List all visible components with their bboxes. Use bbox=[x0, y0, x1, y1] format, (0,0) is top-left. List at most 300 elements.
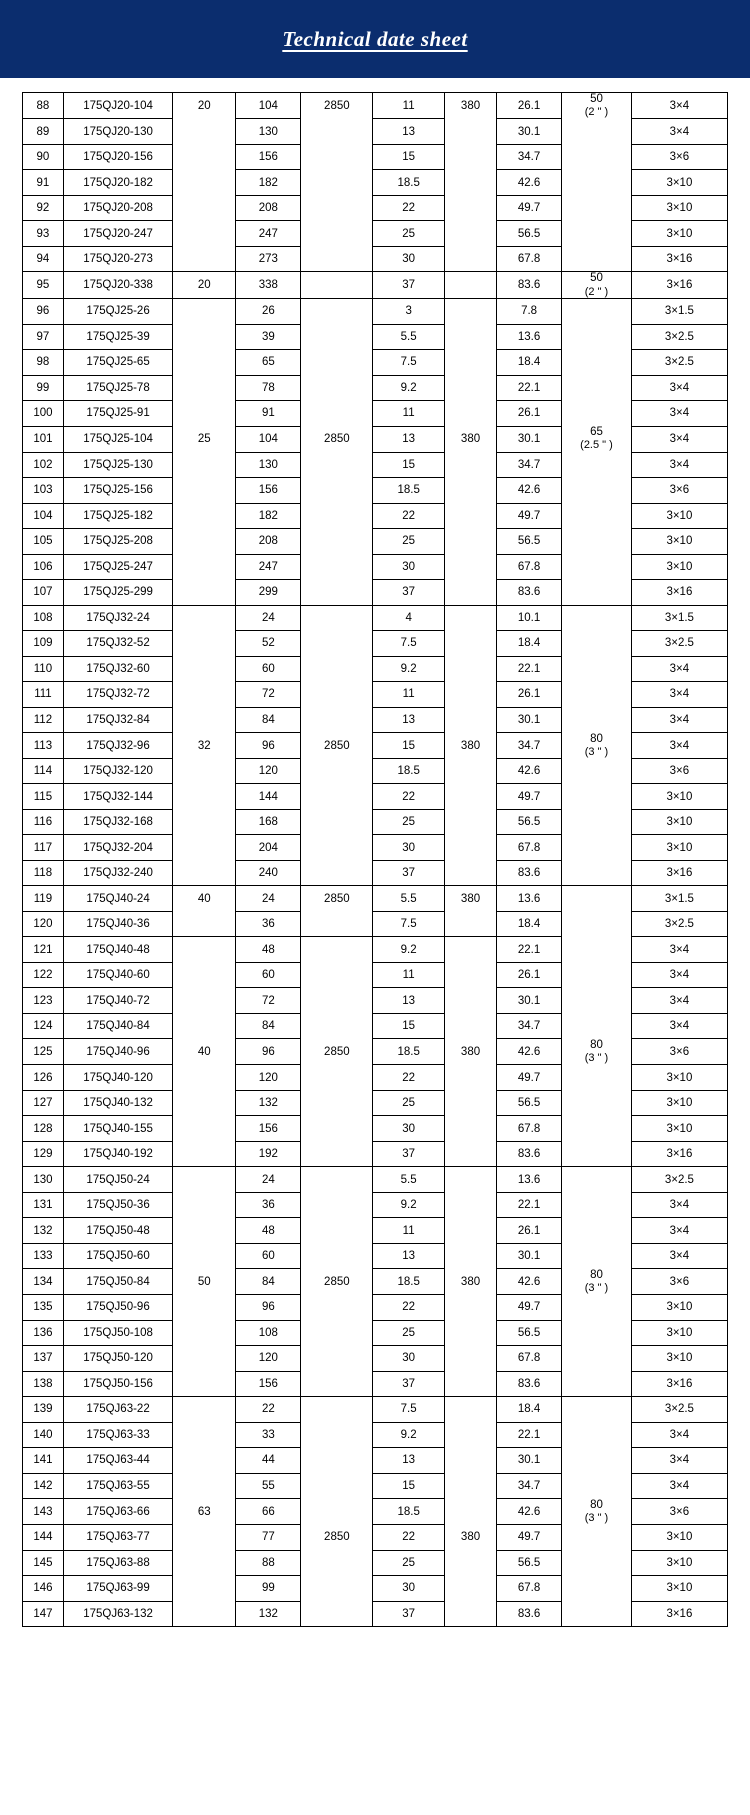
cell-cable: 3×4 bbox=[631, 401, 727, 427]
cell-model: 175QJ25-91 bbox=[63, 401, 172, 427]
cell-model: 175QJ63-132 bbox=[63, 1601, 172, 1627]
cell-outlet bbox=[562, 835, 632, 861]
cell-head: 156 bbox=[236, 478, 301, 504]
cell-model: 175QJ25-26 bbox=[63, 299, 172, 325]
table-row bbox=[23, 758, 728, 784]
cell-bore bbox=[173, 605, 236, 631]
cell-bore bbox=[173, 554, 236, 580]
cell-index: 121 bbox=[23, 937, 64, 963]
cell-index: 89 bbox=[23, 119, 64, 145]
cell-index: 100 bbox=[23, 401, 64, 427]
cell-current: 30.1 bbox=[496, 426, 561, 452]
cell-bore bbox=[173, 937, 236, 963]
cell-speed bbox=[301, 656, 373, 682]
outlet-size: 80 bbox=[590, 732, 603, 745]
cell-voltage bbox=[445, 1013, 497, 1039]
cell-model: 175QJ25-299 bbox=[63, 580, 172, 606]
cell-outlet bbox=[562, 1065, 632, 1091]
cell-speed bbox=[301, 170, 373, 196]
cell-model: 175QJ50-36 bbox=[63, 1192, 172, 1218]
cell-index: 115 bbox=[23, 784, 64, 810]
cell-outlet bbox=[562, 937, 632, 963]
cell-bore bbox=[173, 1346, 236, 1372]
cell-power: 7.5 bbox=[373, 911, 445, 937]
cell-voltage bbox=[445, 375, 497, 401]
cell-current: 67.8 bbox=[496, 1346, 561, 1372]
cell-model: 175QJ50-120 bbox=[63, 1346, 172, 1372]
cell-cable: 3×4 bbox=[631, 375, 727, 401]
cell-model: 175QJ20-182 bbox=[63, 170, 172, 196]
cell-power: 18.5 bbox=[373, 478, 445, 504]
cell-model: 175QJ40-48 bbox=[63, 937, 172, 963]
cell-index: 108 bbox=[23, 605, 64, 631]
cell-current: 42.6 bbox=[496, 170, 561, 196]
cell-outlet bbox=[562, 144, 632, 170]
table-row bbox=[23, 1039, 728, 1065]
cell-current: 18.4 bbox=[496, 1397, 561, 1423]
cell-index: 122 bbox=[23, 962, 64, 988]
cell-speed bbox=[301, 350, 373, 376]
cell-voltage bbox=[445, 1116, 497, 1142]
cell-voltage bbox=[445, 682, 497, 708]
cell-model: 175QJ20-156 bbox=[63, 144, 172, 170]
cell-speed bbox=[301, 1167, 373, 1193]
table-row bbox=[23, 1525, 728, 1551]
cell-voltage bbox=[445, 758, 497, 784]
cell-current: 49.7 bbox=[496, 503, 561, 529]
table-row bbox=[23, 1371, 728, 1397]
cell-outlet bbox=[562, 1090, 632, 1116]
cell-model: 175QJ32-60 bbox=[63, 656, 172, 682]
cell-head: 84 bbox=[236, 1013, 301, 1039]
cell-voltage bbox=[445, 860, 497, 886]
cell-power: 22 bbox=[373, 1295, 445, 1321]
cell-outlet bbox=[562, 784, 632, 810]
cell-index: 146 bbox=[23, 1576, 64, 1602]
cell-voltage bbox=[445, 452, 497, 478]
cell-index: 116 bbox=[23, 809, 64, 835]
table-row bbox=[23, 1576, 728, 1602]
cell-bore bbox=[173, 631, 236, 657]
cell-voltage bbox=[445, 835, 497, 861]
cell-model: 175QJ32-52 bbox=[63, 631, 172, 657]
cell-cable: 3×4 bbox=[631, 682, 727, 708]
cell-voltage bbox=[445, 503, 497, 529]
cell-outlet bbox=[562, 1013, 632, 1039]
cell-speed bbox=[301, 988, 373, 1014]
cell-bore: 50 bbox=[173, 1269, 236, 1295]
cell-power: 7.5 bbox=[373, 350, 445, 376]
cell-head: 33 bbox=[236, 1422, 301, 1448]
cell-outlet bbox=[562, 1576, 632, 1602]
table-row bbox=[23, 1397, 728, 1423]
cell-cable: 3×16 bbox=[631, 1371, 727, 1397]
cell-speed: 2850 bbox=[301, 733, 373, 759]
cell-cable: 3×4 bbox=[631, 426, 727, 452]
cell-model: 175QJ32-120 bbox=[63, 758, 172, 784]
cell-index: 101 bbox=[23, 426, 64, 452]
cell-bore bbox=[173, 1320, 236, 1346]
cell-power: 37 bbox=[373, 1141, 445, 1167]
cell-speed bbox=[301, 195, 373, 221]
cell-speed bbox=[301, 452, 373, 478]
cell-outlet bbox=[562, 529, 632, 555]
cell-voltage bbox=[445, 1576, 497, 1602]
cell-current: 22.1 bbox=[496, 1192, 561, 1218]
cell-power: 25 bbox=[373, 1090, 445, 1116]
cell-bore bbox=[173, 170, 236, 196]
table-row bbox=[23, 1295, 728, 1321]
cell-cable: 3×10 bbox=[631, 1576, 727, 1602]
cell-bore bbox=[173, 195, 236, 221]
cell-model: 175QJ20-247 bbox=[63, 221, 172, 247]
table-row bbox=[23, 860, 728, 886]
table-row bbox=[23, 962, 728, 988]
cell-speed bbox=[301, 860, 373, 886]
cell-power: 15 bbox=[373, 144, 445, 170]
cell-index: 94 bbox=[23, 246, 64, 272]
cell-model: 175QJ32-168 bbox=[63, 809, 172, 835]
table-row bbox=[23, 272, 728, 299]
cell-model: 175QJ20-273 bbox=[63, 246, 172, 272]
cell-bore bbox=[173, 911, 236, 937]
cell-head: 204 bbox=[236, 835, 301, 861]
cell-current: 56.5 bbox=[496, 221, 561, 247]
cell-model: 175QJ40-132 bbox=[63, 1090, 172, 1116]
cell-model: 175QJ50-108 bbox=[63, 1320, 172, 1346]
cell-cable: 3×16 bbox=[631, 1141, 727, 1167]
outlet-size-inches: (3 " ) bbox=[584, 1052, 609, 1065]
cell-current: 34.7 bbox=[496, 733, 561, 759]
cell-index: 91 bbox=[23, 170, 64, 196]
cell-outlet bbox=[562, 401, 632, 427]
cell-speed bbox=[301, 1090, 373, 1116]
cell-cable: 3×4 bbox=[631, 1448, 727, 1474]
cell-outlet bbox=[562, 1320, 632, 1346]
cell-cable: 3×6 bbox=[631, 1039, 727, 1065]
cell-cable: 3×10 bbox=[631, 784, 727, 810]
table-row bbox=[23, 1448, 728, 1474]
cell-index: 104 bbox=[23, 503, 64, 529]
cell-power: 22 bbox=[373, 1525, 445, 1551]
cell-model: 175QJ50-60 bbox=[63, 1243, 172, 1269]
cell-cable: 3×10 bbox=[631, 1116, 727, 1142]
cell-voltage bbox=[445, 350, 497, 376]
cell-power: 11 bbox=[373, 682, 445, 708]
cell-bore bbox=[173, 1295, 236, 1321]
cell-current: 30.1 bbox=[496, 988, 561, 1014]
cell-speed bbox=[301, 1499, 373, 1525]
cell-bore bbox=[173, 707, 236, 733]
cell-cable: 3×2.5 bbox=[631, 1167, 727, 1193]
table-row bbox=[23, 1192, 728, 1218]
cell-model: 175QJ32-204 bbox=[63, 835, 172, 861]
cell-power: 30 bbox=[373, 1116, 445, 1142]
cell-outlet bbox=[562, 911, 632, 937]
cell-speed bbox=[301, 144, 373, 170]
cell-voltage bbox=[445, 784, 497, 810]
cell-speed bbox=[301, 299, 373, 325]
cell-speed bbox=[301, 1013, 373, 1039]
cell-power: 22 bbox=[373, 1065, 445, 1091]
cell-speed bbox=[301, 1371, 373, 1397]
cell-head: 273 bbox=[236, 246, 301, 272]
table-row bbox=[23, 1116, 728, 1142]
cell-head: 108 bbox=[236, 1320, 301, 1346]
cell-head: 240 bbox=[236, 860, 301, 886]
cell-model: 175QJ50-96 bbox=[63, 1295, 172, 1321]
cell-voltage bbox=[445, 1601, 497, 1627]
cell-index: 88 bbox=[23, 93, 64, 119]
cell-power: 9.2 bbox=[373, 375, 445, 401]
cell-cable: 3×4 bbox=[631, 707, 727, 733]
cell-index: 93 bbox=[23, 221, 64, 247]
cell-current: 13.6 bbox=[496, 1167, 561, 1193]
cell-cable: 3×4 bbox=[631, 452, 727, 478]
cell-model: 175QJ20-130 bbox=[63, 119, 172, 145]
table-row bbox=[23, 1346, 728, 1372]
cell-outlet bbox=[562, 809, 632, 835]
cell-bore bbox=[173, 1218, 236, 1244]
cell-cable: 3×16 bbox=[631, 1601, 727, 1627]
table-row bbox=[23, 1499, 728, 1525]
cell-head: 130 bbox=[236, 119, 301, 145]
cell-speed bbox=[301, 1422, 373, 1448]
cell-bore bbox=[173, 1525, 236, 1551]
cell-bore: 40 bbox=[173, 1039, 236, 1065]
cell-cable: 3×10 bbox=[631, 1295, 727, 1321]
cell-model: 175QJ40-120 bbox=[63, 1065, 172, 1091]
cell-bore bbox=[173, 1550, 236, 1576]
cell-bore bbox=[173, 1090, 236, 1116]
cell-voltage bbox=[445, 1167, 497, 1193]
outlet-size-inches: (2.5 " ) bbox=[580, 439, 613, 452]
cell-model: 175QJ25-39 bbox=[63, 324, 172, 350]
cell-voltage bbox=[445, 529, 497, 555]
cell-model: 175QJ63-66 bbox=[63, 1499, 172, 1525]
cell-power: 25 bbox=[373, 809, 445, 835]
cell-head: 60 bbox=[236, 656, 301, 682]
cell-power: 9.2 bbox=[373, 937, 445, 963]
cell-model: 175QJ40-24 bbox=[63, 886, 172, 912]
cell-speed bbox=[301, 272, 373, 299]
cell-index: 90 bbox=[23, 144, 64, 170]
cell-cable: 3×2.5 bbox=[631, 911, 727, 937]
cell-current: 49.7 bbox=[496, 784, 561, 810]
cell-voltage bbox=[445, 195, 497, 221]
cell-index: 111 bbox=[23, 682, 64, 708]
cell-voltage bbox=[445, 1320, 497, 1346]
cell-power: 13 bbox=[373, 1448, 445, 1474]
cell-cable: 3×10 bbox=[631, 1550, 727, 1576]
cell-model: 175QJ40-36 bbox=[63, 911, 172, 937]
cell-power: 7.5 bbox=[373, 631, 445, 657]
cell-outlet bbox=[562, 1499, 632, 1525]
table-row bbox=[23, 452, 728, 478]
cell-index: 130 bbox=[23, 1167, 64, 1193]
table-row bbox=[23, 1090, 728, 1116]
cell-cable: 3×10 bbox=[631, 195, 727, 221]
cell-speed bbox=[301, 1550, 373, 1576]
cell-index: 132 bbox=[23, 1218, 64, 1244]
cell-current: 34.7 bbox=[496, 1473, 561, 1499]
cell-index: 112 bbox=[23, 707, 64, 733]
cell-power: 5.5 bbox=[373, 886, 445, 912]
cell-power: 37 bbox=[373, 1371, 445, 1397]
cell-speed: 2850 bbox=[301, 426, 373, 452]
cell-power: 13 bbox=[373, 426, 445, 452]
table-row bbox=[23, 350, 728, 376]
cell-head: 208 bbox=[236, 529, 301, 555]
cell-speed bbox=[301, 554, 373, 580]
cell-outlet bbox=[562, 93, 632, 119]
cell-model: 175QJ50-156 bbox=[63, 1371, 172, 1397]
cell-model: 175QJ25-156 bbox=[63, 478, 172, 504]
cell-cable: 3×6 bbox=[631, 144, 727, 170]
cell-speed: 2850 bbox=[301, 1039, 373, 1065]
cell-index: 143 bbox=[23, 1499, 64, 1525]
spec-table-container bbox=[0, 78, 750, 1627]
cell-bore bbox=[173, 503, 236, 529]
cell-outlet bbox=[562, 1346, 632, 1372]
cell-head: 84 bbox=[236, 707, 301, 733]
cell-head: 65 bbox=[236, 350, 301, 376]
cell-cable: 3×10 bbox=[631, 1320, 727, 1346]
cell-outlet bbox=[562, 1448, 632, 1474]
cell-cable: 3×10 bbox=[631, 809, 727, 835]
cell-model: 175QJ40-84 bbox=[63, 1013, 172, 1039]
cell-cable: 3×16 bbox=[631, 580, 727, 606]
cell-head: 104 bbox=[236, 93, 301, 119]
cell-bore bbox=[173, 1397, 236, 1423]
cell-outlet bbox=[562, 758, 632, 784]
cell-power: 15 bbox=[373, 733, 445, 759]
cell-voltage bbox=[445, 1141, 497, 1167]
cell-outlet bbox=[562, 195, 632, 221]
cell-head: 132 bbox=[236, 1601, 301, 1627]
outlet-size-inches: (3 " ) bbox=[584, 745, 609, 758]
cell-voltage bbox=[445, 1218, 497, 1244]
cell-power: 11 bbox=[373, 93, 445, 119]
table-row bbox=[23, 246, 728, 272]
cell-speed bbox=[301, 246, 373, 272]
cell-cable: 3×10 bbox=[631, 554, 727, 580]
table-row bbox=[23, 144, 728, 170]
cell-voltage bbox=[445, 478, 497, 504]
cell-head: 36 bbox=[236, 911, 301, 937]
table-row bbox=[23, 93, 728, 119]
cell-current: 42.6 bbox=[496, 1499, 561, 1525]
cell-current: 67.8 bbox=[496, 246, 561, 272]
cell-outlet bbox=[562, 682, 632, 708]
cell-current: 83.6 bbox=[496, 580, 561, 606]
cell-cable: 3×16 bbox=[631, 246, 727, 272]
cell-cable: 3×4 bbox=[631, 988, 727, 1014]
cell-voltage bbox=[445, 221, 497, 247]
cell-bore bbox=[173, 809, 236, 835]
cell-model: 175QJ25-65 bbox=[63, 350, 172, 376]
cell-head: 156 bbox=[236, 1116, 301, 1142]
cell-head: 52 bbox=[236, 631, 301, 657]
cell-speed bbox=[301, 324, 373, 350]
cell-outlet bbox=[562, 503, 632, 529]
cell-bore bbox=[173, 860, 236, 886]
table-row bbox=[23, 1141, 728, 1167]
cell-outlet bbox=[562, 1218, 632, 1244]
cell-current: 13.6 bbox=[496, 886, 561, 912]
cell-outlet bbox=[562, 886, 632, 912]
cell-power: 25 bbox=[373, 1320, 445, 1346]
cell-speed: 2850 bbox=[301, 1269, 373, 1295]
cell-power: 13 bbox=[373, 988, 445, 1014]
cell-current: 13.6 bbox=[496, 324, 561, 350]
cell-index: 141 bbox=[23, 1448, 64, 1474]
cell-voltage bbox=[445, 707, 497, 733]
cell-current: 26.1 bbox=[496, 962, 561, 988]
cell-bore bbox=[173, 529, 236, 555]
cell-index: 140 bbox=[23, 1422, 64, 1448]
cell-bore bbox=[173, 452, 236, 478]
cell-voltage: 380 bbox=[445, 1525, 497, 1551]
table-row bbox=[23, 605, 728, 631]
cell-head: 182 bbox=[236, 170, 301, 196]
cell-current: 56.5 bbox=[496, 1090, 561, 1116]
cell-model: 175QJ50-48 bbox=[63, 1218, 172, 1244]
cell-bore bbox=[173, 375, 236, 401]
cell-cable: 3×1.5 bbox=[631, 886, 727, 912]
cell-voltage bbox=[445, 1499, 497, 1525]
cell-bore bbox=[173, 988, 236, 1014]
cell-power: 18.5 bbox=[373, 1499, 445, 1525]
cell-index: 98 bbox=[23, 350, 64, 376]
cell-index: 109 bbox=[23, 631, 64, 657]
cell-model: 175QJ40-96 bbox=[63, 1039, 172, 1065]
cell-bore bbox=[173, 580, 236, 606]
cell-power: 25 bbox=[373, 1550, 445, 1576]
cell-current: 42.6 bbox=[496, 1039, 561, 1065]
cell-power: 30 bbox=[373, 1576, 445, 1602]
cell-model: 175QJ50-24 bbox=[63, 1167, 172, 1193]
cell-outlet bbox=[562, 1243, 632, 1269]
outlet-size: 80 bbox=[590, 1498, 603, 1511]
cell-voltage bbox=[445, 962, 497, 988]
table-row bbox=[23, 195, 728, 221]
cell-current: 30.1 bbox=[496, 707, 561, 733]
cell-power: 30 bbox=[373, 835, 445, 861]
cell-voltage bbox=[445, 299, 497, 325]
cell-model: 175QJ63-22 bbox=[63, 1397, 172, 1423]
cell-voltage bbox=[445, 1448, 497, 1474]
cell-head: 55 bbox=[236, 1473, 301, 1499]
cell-index: 138 bbox=[23, 1371, 64, 1397]
cell-power: 25 bbox=[373, 221, 445, 247]
cell-outlet bbox=[562, 1525, 632, 1551]
cell-current: 22.1 bbox=[496, 1422, 561, 1448]
cell-speed bbox=[301, 1243, 373, 1269]
cell-speed bbox=[301, 784, 373, 810]
cell-power: 9.2 bbox=[373, 1422, 445, 1448]
cell-outlet bbox=[562, 170, 632, 196]
cell-voltage bbox=[445, 1192, 497, 1218]
cell-index: 135 bbox=[23, 1295, 64, 1321]
cell-index: 128 bbox=[23, 1116, 64, 1142]
cell-outlet bbox=[562, 1473, 632, 1499]
cell-bore bbox=[173, 1013, 236, 1039]
cell-voltage bbox=[445, 272, 497, 299]
cell-bore bbox=[173, 758, 236, 784]
cell-cable: 3×2.5 bbox=[631, 631, 727, 657]
cell-current: 83.6 bbox=[496, 1601, 561, 1627]
